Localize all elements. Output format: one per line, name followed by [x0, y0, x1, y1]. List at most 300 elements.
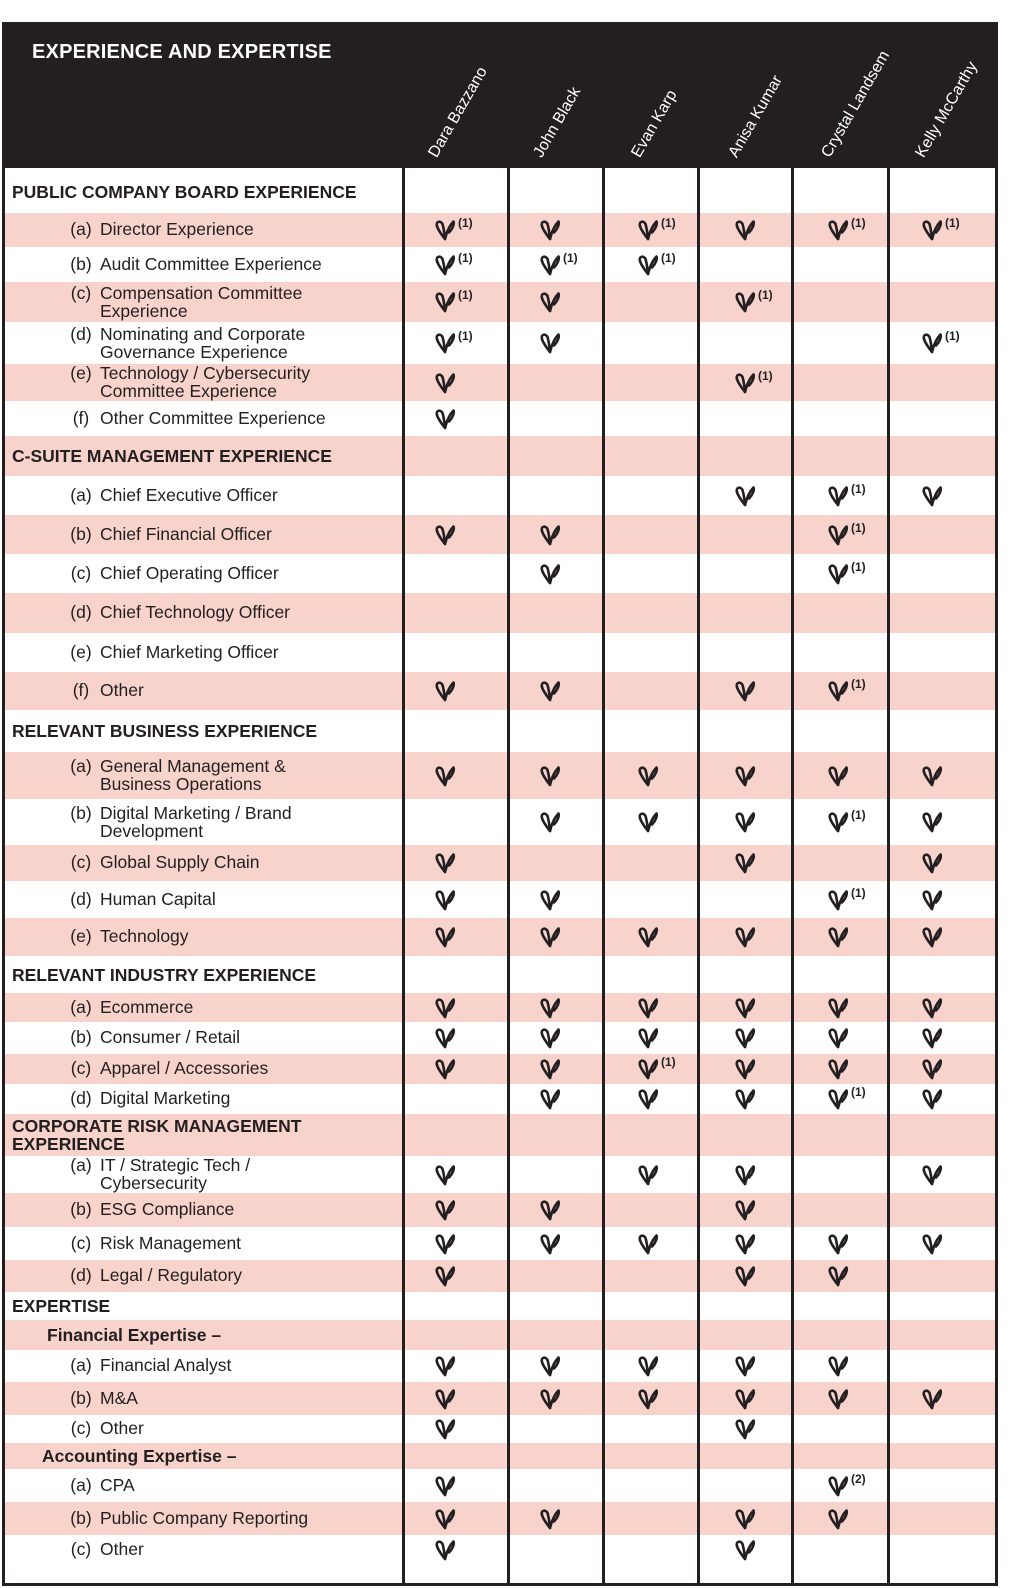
check-mark	[434, 253, 473, 277]
row-label	[62, 1157, 350, 1192]
heart-check-icon	[637, 925, 659, 949]
heart-check-icon	[434, 1198, 456, 1222]
row-label	[62, 410, 350, 428]
heart-check-icon	[434, 1538, 456, 1562]
check-mark	[827, 218, 866, 242]
heart-check-icon	[434, 996, 456, 1020]
table-row	[2, 918, 998, 956]
footnote-marker: (1)	[458, 216, 473, 230]
table-row	[2, 845, 998, 881]
table-row	[2, 633, 998, 672]
heart-check-icon	[539, 523, 561, 547]
heart-check-icon	[539, 290, 561, 314]
row-letter: (f)	[72, 408, 90, 428]
check-mark	[921, 888, 943, 912]
heart-check-icon	[921, 1057, 943, 1081]
table-row	[2, 593, 998, 633]
check-mark	[734, 218, 756, 242]
check-mark	[827, 925, 849, 949]
heart-check-icon	[637, 1354, 659, 1378]
heart-check-icon	[539, 764, 561, 788]
check-mark	[827, 1507, 849, 1531]
check-mark	[434, 851, 456, 875]
check-mark	[434, 407, 456, 431]
table-row	[2, 1022, 998, 1054]
check-mark	[734, 484, 756, 508]
table-row	[2, 515, 998, 554]
check-mark	[921, 484, 943, 508]
check-mark	[539, 1057, 561, 1081]
heart-check-icon	[921, 218, 943, 242]
check-mark	[539, 679, 561, 703]
matrix-header	[2, 22, 998, 168]
check-mark	[637, 1163, 659, 1187]
heart-check-icon	[637, 1057, 659, 1081]
director-name: Kelly McCarthy	[912, 58, 981, 161]
column-divider	[507, 166, 510, 1586]
footnote-marker: (1)	[563, 251, 578, 265]
row-label	[62, 221, 350, 239]
row-letter: (a)	[70, 756, 92, 776]
section-title: CORPORATE RISK MANAGEMENT EXPERIENCE	[12, 1116, 302, 1154]
row-text: Chief Executive Officer	[100, 485, 278, 505]
heart-check-icon	[539, 1057, 561, 1081]
footnote-marker: (1)	[945, 329, 960, 343]
check-mark	[434, 331, 473, 355]
heart-check-icon	[434, 1474, 456, 1498]
row-text: Apparel / Accessories	[100, 1058, 269, 1078]
row-label	[62, 758, 350, 793]
row-letter: (c)	[70, 1058, 92, 1078]
table-row	[2, 1260, 998, 1292]
table-row	[2, 799, 998, 845]
row-text: Human Capital	[100, 889, 216, 909]
check-mark	[921, 218, 960, 242]
heart-check-icon	[921, 1026, 943, 1050]
heart-check-icon	[434, 1507, 456, 1531]
row-text: Financial Analyst	[100, 1355, 232, 1375]
section-header-row	[2, 710, 998, 752]
check-mark	[434, 1538, 456, 1562]
check-mark	[734, 810, 756, 834]
table-row	[2, 476, 998, 515]
section-title: RELEVANT INDUSTRY EXPERIENCE	[12, 965, 317, 985]
check-mark	[734, 1417, 756, 1441]
row-letter: (a)	[70, 997, 92, 1017]
row-letter: (e)	[70, 642, 92, 662]
check-mark	[734, 1057, 756, 1081]
row-label	[62, 1390, 350, 1408]
table-row	[2, 1156, 998, 1193]
row-text: ESG Compliance	[100, 1199, 235, 1219]
row-letter: (b)	[70, 803, 92, 823]
column-divider	[887, 166, 890, 1586]
row-letter: (c)	[70, 1539, 92, 1559]
heart-check-icon	[539, 888, 561, 912]
heart-check-icon	[827, 679, 849, 703]
row-label	[62, 1201, 350, 1219]
check-mark	[637, 253, 676, 277]
row-text: Digital Marketing	[100, 1088, 231, 1108]
heart-check-icon	[827, 562, 849, 586]
heart-check-icon	[734, 851, 756, 875]
subsection-header-row	[2, 1443, 998, 1469]
check-mark	[434, 1198, 456, 1222]
heart-check-icon	[827, 810, 849, 834]
row-label	[62, 928, 350, 946]
heart-check-icon	[637, 996, 659, 1020]
table-row	[2, 752, 998, 799]
column-divider	[2, 22, 5, 1586]
heart-check-icon	[637, 1026, 659, 1050]
row-text: Ecommerce	[100, 997, 194, 1017]
row-text: Global Supply Chain	[100, 852, 260, 872]
subsection-header-row	[2, 1320, 998, 1350]
row-label	[62, 999, 350, 1017]
check-mark	[827, 1087, 866, 1111]
row-text: Director Experience	[100, 219, 254, 239]
row-label	[62, 1029, 350, 1047]
footnote-marker: (1)	[851, 560, 866, 574]
row-text: Chief Financial Officer	[100, 524, 272, 544]
check-mark	[539, 1354, 561, 1378]
check-mark	[637, 1057, 676, 1081]
footnote-marker: (1)	[661, 216, 676, 230]
column-divider	[602, 166, 605, 1586]
check-mark	[434, 679, 456, 703]
heart-check-icon	[539, 1026, 561, 1050]
table-row	[2, 247, 998, 282]
check-mark	[734, 290, 773, 314]
director-name: Evan Karp	[628, 87, 681, 161]
row-label	[62, 805, 350, 840]
row-letter: (b)	[70, 1388, 92, 1408]
check-mark	[539, 331, 561, 355]
footnote-marker: (1)	[661, 251, 676, 265]
heart-check-icon	[434, 523, 456, 547]
heart-check-icon	[734, 290, 756, 314]
heart-check-icon	[921, 1163, 943, 1187]
row-text: Legal / Regulatory	[100, 1265, 243, 1285]
footnote-marker: (1)	[945, 216, 960, 230]
check-mark	[539, 1026, 561, 1050]
check-mark	[637, 1387, 659, 1411]
check-mark	[434, 290, 473, 314]
check-mark	[637, 1354, 659, 1378]
row-letter: (d)	[70, 1265, 92, 1285]
table-row	[2, 364, 998, 401]
row-label	[62, 565, 350, 583]
row-label	[62, 644, 350, 662]
check-mark	[827, 562, 866, 586]
table-row	[2, 672, 998, 710]
check-mark	[734, 371, 773, 395]
row-letter: (b)	[70, 524, 92, 544]
footnote-marker: (2)	[851, 1472, 866, 1486]
director-name: Crystal Landsem	[818, 48, 894, 161]
check-mark	[434, 996, 456, 1020]
row-text: Chief Technology Officer	[100, 602, 291, 622]
heart-check-icon	[434, 925, 456, 949]
section-header-row	[2, 956, 998, 993]
heart-check-icon	[921, 996, 943, 1020]
check-mark	[921, 331, 960, 355]
check-mark	[827, 1232, 849, 1256]
check-mark	[434, 371, 456, 395]
footnote-marker: (1)	[851, 482, 866, 496]
row-label	[62, 1357, 350, 1375]
heart-check-icon	[434, 1026, 456, 1050]
row-label	[62, 1420, 350, 1438]
heart-check-icon	[434, 1417, 456, 1441]
heart-check-icon	[434, 1057, 456, 1081]
row-letter: (b)	[70, 1027, 92, 1047]
row-letter: (f)	[72, 680, 90, 700]
column-divider	[791, 166, 794, 1586]
row-letter: (d)	[70, 889, 92, 909]
check-mark	[637, 1232, 659, 1256]
check-mark	[827, 996, 849, 1020]
check-mark	[637, 218, 676, 242]
check-mark	[434, 1354, 456, 1378]
row-text: Risk Management	[100, 1233, 242, 1253]
row-text: Consumer / Retail	[100, 1027, 241, 1047]
table-row	[2, 1193, 998, 1227]
row-letter: (c)	[70, 563, 92, 583]
heart-check-icon	[734, 1026, 756, 1050]
row-label	[62, 1510, 350, 1528]
check-mark	[637, 925, 659, 949]
check-mark	[734, 764, 756, 788]
heart-check-icon	[827, 1507, 849, 1531]
heart-check-icon	[637, 810, 659, 834]
row-text: Other	[100, 680, 144, 700]
subsection-title: Financial Expertise –	[47, 1325, 222, 1345]
footnote-marker: (1)	[851, 521, 866, 535]
check-mark	[434, 1026, 456, 1050]
check-mark	[734, 1026, 756, 1050]
heart-check-icon	[539, 1087, 561, 1111]
row-letter: (e)	[70, 926, 92, 946]
heart-check-icon	[827, 925, 849, 949]
row-letter: (c)	[70, 1418, 92, 1438]
footnote-marker: (1)	[851, 1085, 866, 1099]
footnote-marker: (1)	[458, 329, 473, 343]
row-label	[62, 285, 350, 320]
check-mark	[434, 1387, 456, 1411]
row-text: IT / Strategic Tech / Cybersecurity	[100, 1155, 251, 1193]
row-text: General Management & Business Operations	[100, 756, 286, 794]
director-name: John Black	[530, 84, 585, 161]
heart-check-icon	[637, 253, 659, 277]
check-mark	[434, 1057, 456, 1081]
table-row	[2, 1415, 998, 1443]
row-letter: (a)	[70, 219, 92, 239]
check-mark	[921, 925, 943, 949]
heart-check-icon	[734, 1087, 756, 1111]
table-row	[2, 1350, 998, 1382]
heart-check-icon	[734, 1507, 756, 1531]
heart-check-icon	[921, 925, 943, 949]
row-text: Other Committee Experience	[100, 408, 326, 428]
row-text: Other	[100, 1418, 144, 1438]
row-text: Chief Marketing Officer	[100, 642, 279, 662]
row-letter: (a)	[70, 1355, 92, 1375]
heart-check-icon	[637, 1163, 659, 1187]
check-mark	[827, 1057, 849, 1081]
heart-check-icon	[539, 1232, 561, 1256]
check-mark	[539, 1087, 561, 1111]
row-label	[62, 682, 350, 700]
director-name: Anisa Kumar	[725, 72, 786, 161]
row-text: Nominating and Corporate Governance Experience	[100, 324, 306, 362]
row-letter: (c)	[70, 852, 92, 872]
heart-check-icon	[921, 888, 943, 912]
heart-check-icon	[434, 1232, 456, 1256]
row-label	[62, 326, 350, 361]
check-mark	[921, 1163, 943, 1187]
table-row	[2, 322, 998, 364]
check-mark	[827, 1387, 849, 1411]
check-mark	[921, 1087, 943, 1111]
check-mark	[734, 1087, 756, 1111]
heart-check-icon	[434, 218, 456, 242]
heart-check-icon	[921, 851, 943, 875]
heart-check-icon	[827, 888, 849, 912]
section-header-row	[2, 1292, 998, 1320]
footnote-marker: (1)	[851, 808, 866, 822]
check-mark	[539, 996, 561, 1020]
heart-check-icon	[734, 1387, 756, 1411]
heart-check-icon	[827, 523, 849, 547]
check-mark	[827, 810, 866, 834]
heart-check-icon	[734, 218, 756, 242]
check-mark	[921, 1026, 943, 1050]
heart-check-icon	[921, 810, 943, 834]
check-mark	[734, 679, 756, 703]
check-mark	[434, 1264, 456, 1288]
row-label	[62, 1267, 350, 1285]
check-mark	[539, 888, 561, 912]
row-label	[62, 1090, 350, 1108]
table-row	[2, 1502, 998, 1535]
heart-check-icon	[827, 484, 849, 508]
heart-check-icon	[734, 1057, 756, 1081]
heart-check-icon	[539, 925, 561, 949]
heart-check-icon	[539, 996, 561, 1020]
check-mark	[539, 764, 561, 788]
heart-check-icon	[734, 371, 756, 395]
row-label	[62, 1060, 350, 1078]
check-mark	[539, 218, 561, 242]
heart-check-icon	[734, 764, 756, 788]
heart-check-icon	[734, 1417, 756, 1441]
check-mark	[921, 810, 943, 834]
table-row	[2, 993, 998, 1022]
heart-check-icon	[827, 996, 849, 1020]
row-label	[62, 1235, 350, 1253]
heart-check-icon	[734, 484, 756, 508]
check-mark	[434, 1163, 456, 1187]
check-mark	[734, 1354, 756, 1378]
row-text: Technology	[100, 926, 189, 946]
row-letter: (d)	[70, 602, 92, 622]
row-letter: (d)	[70, 1088, 92, 1108]
footnote-marker: (1)	[851, 886, 866, 900]
check-mark	[539, 925, 561, 949]
table-row	[2, 213, 998, 247]
heart-check-icon	[539, 1198, 561, 1222]
row-label	[62, 365, 350, 400]
heart-check-icon	[539, 253, 561, 277]
heart-check-icon	[734, 1232, 756, 1256]
heart-check-icon	[637, 1232, 659, 1256]
table-row	[2, 1469, 998, 1502]
heart-check-icon	[827, 1474, 849, 1498]
heart-check-icon	[434, 1387, 456, 1411]
experience-matrix	[2, 22, 998, 1586]
check-mark	[434, 764, 456, 788]
check-mark	[734, 1198, 756, 1222]
row-letter: (c)	[70, 1233, 92, 1253]
check-mark	[734, 1507, 756, 1531]
heart-check-icon	[827, 1232, 849, 1256]
check-mark	[827, 1026, 849, 1050]
row-letter: (b)	[70, 1508, 92, 1528]
check-mark	[637, 1026, 659, 1050]
row-text: Audit Committee Experience	[100, 254, 322, 274]
table-row	[2, 1382, 998, 1415]
director-name: Dara Bazzano	[425, 64, 491, 161]
row-letter: (c)	[70, 283, 92, 303]
check-mark	[539, 810, 561, 834]
check-mark	[827, 1354, 849, 1378]
check-mark	[539, 1387, 561, 1411]
column-divider	[402, 166, 405, 1586]
check-mark	[734, 1264, 756, 1288]
footnote-marker: (1)	[851, 216, 866, 230]
section-title: RELEVANT BUSINESS EXPERIENCE	[12, 721, 318, 741]
check-mark	[827, 1264, 849, 1288]
footnote-marker: (1)	[458, 288, 473, 302]
table-row	[2, 1227, 998, 1260]
heart-check-icon	[734, 925, 756, 949]
heart-check-icon	[539, 331, 561, 355]
heart-check-icon	[434, 1264, 456, 1288]
heart-check-icon	[827, 1264, 849, 1288]
check-mark	[434, 925, 456, 949]
check-mark	[434, 523, 456, 547]
heart-check-icon	[434, 253, 456, 277]
footnote-marker: (1)	[758, 288, 773, 302]
footnote-marker: (1)	[458, 251, 473, 265]
section-header-row	[2, 436, 998, 476]
heart-check-icon	[434, 1163, 456, 1187]
check-mark	[921, 851, 943, 875]
row-letter: (a)	[70, 1155, 92, 1175]
heart-check-icon	[921, 1387, 943, 1411]
heart-check-icon	[921, 1232, 943, 1256]
heart-check-icon	[734, 996, 756, 1020]
heart-check-icon	[539, 218, 561, 242]
check-mark	[734, 1163, 756, 1187]
table-row	[2, 1084, 998, 1114]
check-mark	[827, 679, 866, 703]
check-mark	[921, 1232, 943, 1256]
check-mark	[637, 1087, 659, 1111]
check-mark	[921, 1387, 943, 1411]
heart-check-icon	[637, 218, 659, 242]
